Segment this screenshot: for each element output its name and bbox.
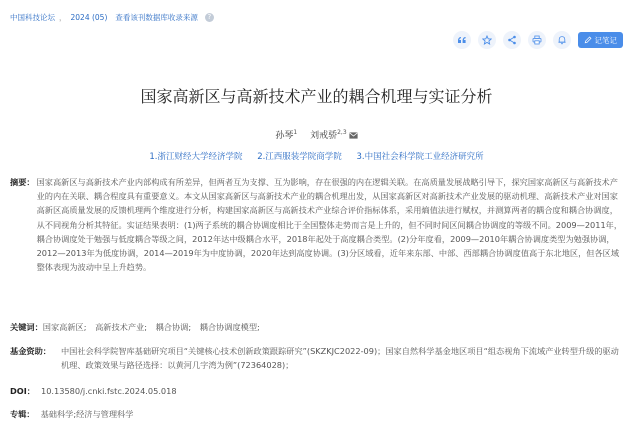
funding-text[interactable]: 中国社会科学院智库基础研究项目“关键核心技术创新政策跟踪研究”(SKZKJC2022-09)；国家自然科学基金地区项目“组态视角下流域产业转型升级的驱动机理、政策效果与路径选择：以黄河几字湾为例”(72364028)； [60,346,619,371]
keyword-link[interactable]: 耦合协调; [155,322,192,332]
author-link[interactable]: 刘戒骄$^{2,3}$ [310,131,358,141]
abstract-label: 摘要： [10,177,35,187]
affiliation-link[interactable]: 3.中国社会科学院工业经济研究所 [356,152,484,162]
keyword-link[interactable]: 高新技术产业; [95,322,147,332]
keyword-link[interactable]: 耦合协调度模型; [199,322,260,332]
doi-section [10,384,623,398]
database-source-link[interactable]: 查看该刊数据库收录来源 [115,13,198,22]
print-icon[interactable] [528,31,546,49]
issue-link[interactable]: 2024 (05) [70,13,108,22]
pencil-icon [584,36,592,44]
journal-info-bar [10,12,214,23]
mail-icon[interactable] [349,132,358,139]
bell-icon[interactable] [553,31,571,49]
doi-label: DOI： [10,386,35,396]
author-list [0,128,633,141]
keywords-section [10,320,623,334]
take-notes-button[interactable] [578,32,624,48]
affiliation-link[interactable]: 1.浙江财经大学经济学院 [149,152,243,162]
take-notes-label: 记笔记 [594,35,617,45]
quote-icon[interactable] [453,31,471,49]
journal-link[interactable]: 中国科技论坛 [10,13,55,22]
funding-section [10,344,623,372]
share-icon[interactable] [503,31,521,49]
abstract-text: 国家高新区与高新技术产业内部构成有所差异，但两者互为支撑、互为影响，存在很强的内在逻辑关联。在高质量发展战略引导下，探究国家高新区与高新技术产业的内在关联、耦合程度具有重要意义。本文从国家高新区与高新技术产业的耦合机理出发，从国家高新区对高新技术产业发展的驱动机理、高新技术产业对国家高新区高质量发展的反馈机理两个维度进行分析，构建国家高新区与高新技术产业综合评价指标体系，采用熵值法进行赋权，并测算两者的耦合度和耦合协调度，从不同视角分析其特征。实证结果表明：(1)两子系统的耦合协调度相比于全国整体走势而言是上升的，但不同时间区间耦合协调度的等级不同。2009—2011年，耦合协调度处于勉强与低度耦合等级之间，2012年达中级耦合水平，2018年起处于高度耦合类型。(2)分年度看，2009—2010年耦合协调度类型为勉强协调，2012—2013年为低度协调，2014—2019年为中度协调，2020年达到高度协调。(3)分区域看，近年来东部、中部、西部耦合协调度值高于东北地区，但各区域整体表现为波动中呈上升趋势。 [36,177,623,273]
affiliation-link[interactable]: 2.江西服装学院商学院 [257,152,342,162]
star-icon[interactable] [478,31,496,49]
subject-section [10,407,623,421]
author-link[interactable]: 孙琴$^1$ [275,129,298,141]
subject-label: 专辑： [10,409,35,419]
doi-value: 10.13580/j.cnki.fstc.2024.05.018 [41,386,177,396]
abstract-section [10,175,623,274]
subject-value: 基础科学;经济与管理科学 [40,409,134,419]
keywords-label: 关键词： [10,322,43,332]
article-toolbar [453,31,624,49]
separator: ， [59,13,67,22]
article-title: 国家高新区与高新技术产业的耦合机理与实证分析 [140,87,493,106]
help-icon[interactable]: ? [205,13,214,22]
funding-label: 基金资助： [10,346,51,356]
affiliation-list [0,150,633,162]
keyword-link[interactable]: 国家高新区; [42,322,87,332]
